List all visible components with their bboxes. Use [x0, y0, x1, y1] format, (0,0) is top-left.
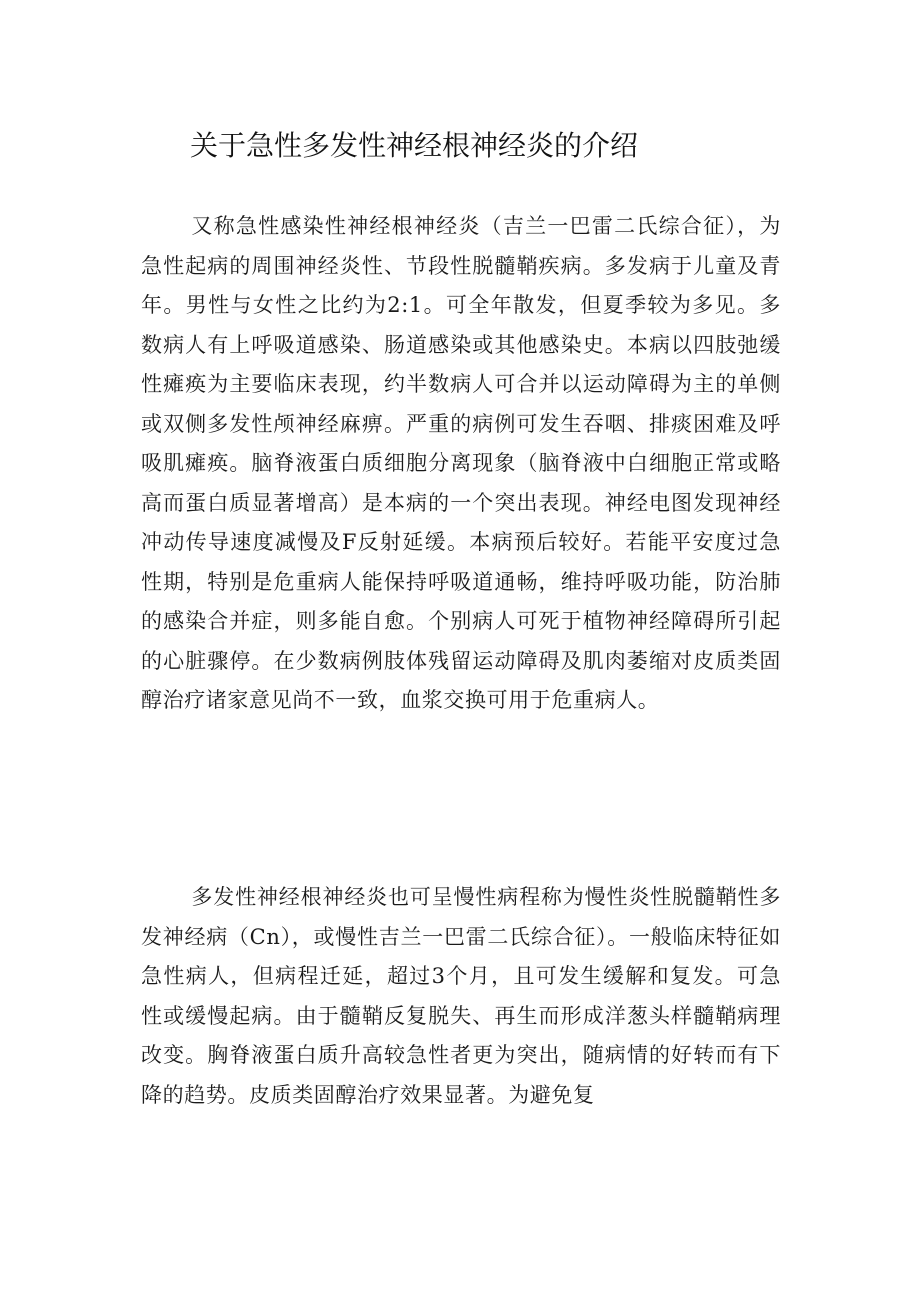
- document-title: 关于急性多发性神经根神经炎的介绍: [190, 129, 639, 162]
- paragraph-2: 多发性神经根神经炎也可呈慢性病程称为慢性炎性脱髓鞘性多发神经病（Cn），或慢性吉兰一巴雷二氏综合征）。一般临床特征如急性病人，但病程迁延，超过3个月，且可发生缓解和复发。可急性或缓慢起病。由于髓鞘反复脱失、再生而形成洋葱头样髓鞘病理改变。胸脊液蛋白质升高较急性者更为突出，随病情的好转而有下降的趋势。皮质类固醇治疗效果显著。为避免复: [141, 885, 781, 1107]
- paragraph-1: 又称急性感染性神经根神经炎（吉兰一巴雷二氏综合征），为急性起病的周围神经炎性、节段性脱髓鞘疾病。多发病于儿童及青年。男性与女性之比约为2:1。可全年散发，但夏季较为多见。多数病人有上呼吸道感染、肠道感染或其他感染史。本病以四肢弛缓性瘫痪为主要临床表现，约半数病人可合并以运动障碍为主的单侧或双侧多发性颅神经麻痹。严重的病例可发生吞咽、排痰困难及呼吸肌瘫痪。脑脊液蛋白质细胞分离现象（脑脊液中白细胞正常或略高而蛋白质显著增高）是本病的一个突出表现。神经电图发现神经冲动传导速度减慢及F反射延缓。本病预后较好。若能平安度过急性期，特别是危重病人能保持呼吸道通畅，维持呼吸功能，防治肺的感染合并症，则多能自愈。个别病人可死于植物神经障碍所引起的心脏骤停。在少数病例肢体残留运动障碍及肌肉萎缩对皮质类固醇治疗诸家意见尚不一致，血浆交换可用于危重病人。: [141, 214, 781, 712]
